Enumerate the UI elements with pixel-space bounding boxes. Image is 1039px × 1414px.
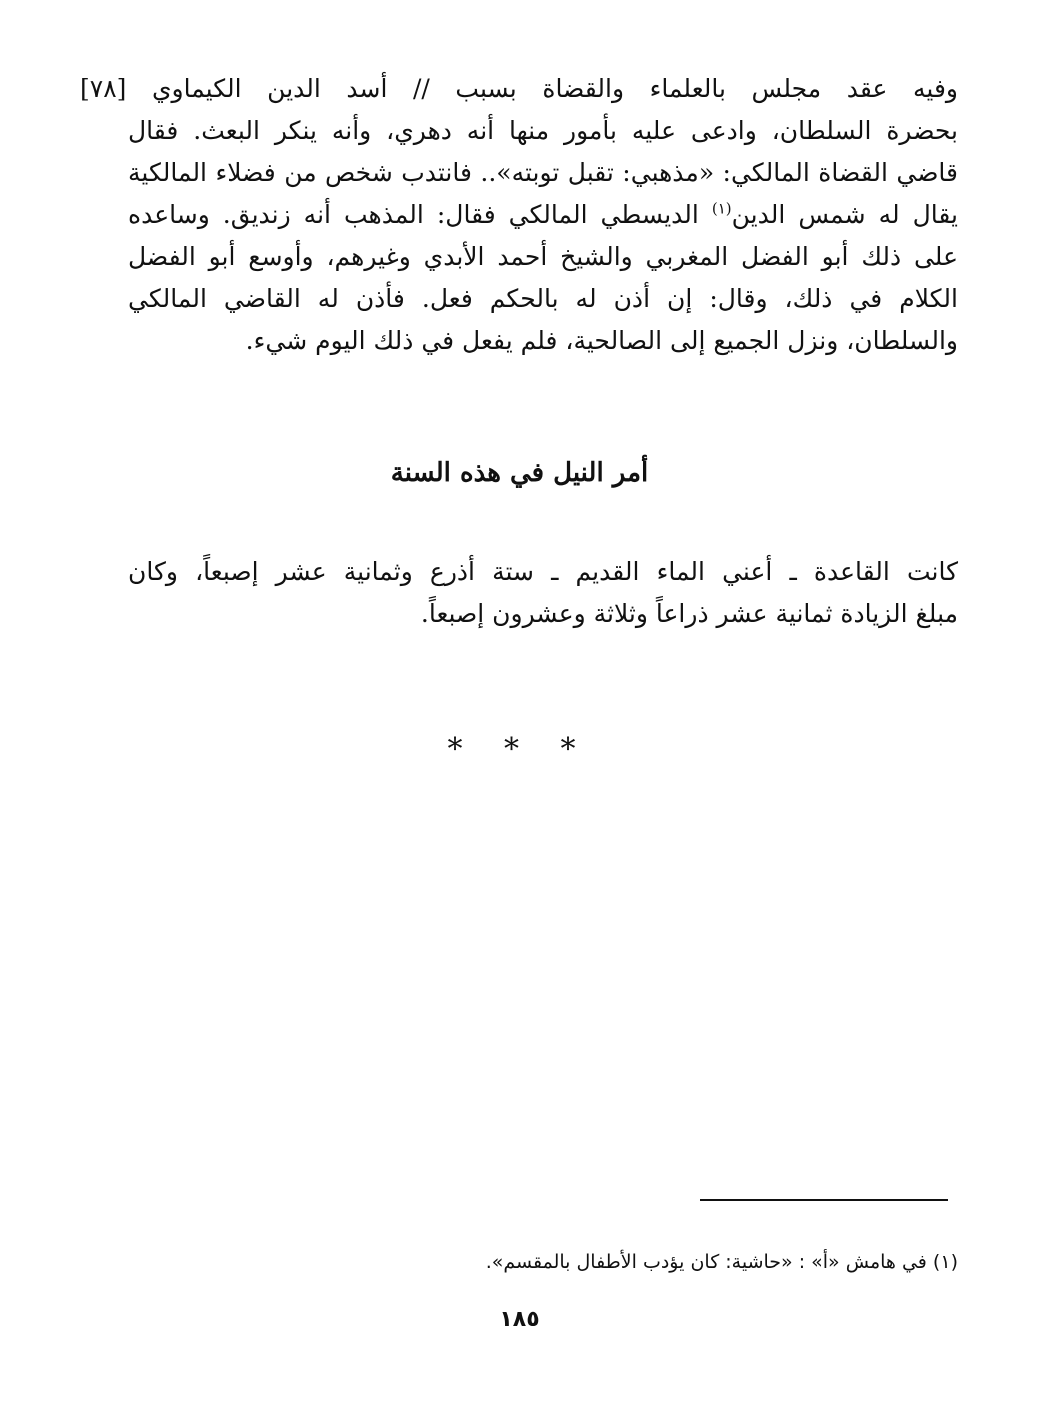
paragraph-1-line-4-part-b: الديسطي المالكي فقال: المذهب أنه زنديق. وساعده [128, 200, 712, 229]
footnote-text: (١) في هامش «أ» : «حاشية: كان يؤدب الأطفال بالمقسم». [485, 1251, 958, 1273]
page-number: ١٨٥ [499, 1307, 540, 1332]
paragraph-1-line-7: والسلطان، ونزل الجميع إلى الصالحية، فلم يفعل في ذلك اليوم شيء. [245, 326, 958, 355]
paragraph-1-line-4 [128, 199, 958, 231]
paragraph-1-line-1 [80, 73, 958, 105]
paragraph-1-line-1-text: وفيه عقد مجلس بالعلماء والقضاة بسبب // أسد الدين الكيماوي [151, 74, 958, 103]
paragraph-1-line-2: بحضرة السلطان، وادعى عليه بأمور منها أنه دهري، وأنه ينكر البعث. فقال [128, 116, 958, 145]
manuscript-folio-marker: [٧٨] [80, 74, 127, 103]
section-separator-stars: * * * [447, 732, 592, 767]
paragraph-2-line-1: كانت القاعدة ـ أعني الماء القديم ـ ستة أذرع وثمانية عشر إصبعاً، وكان [128, 557, 958, 586]
section-heading: أمر النيل في هذه السنة [390, 458, 649, 488]
footnote-divider [700, 1199, 948, 1201]
footnote-reference-mark: (١) [711, 199, 732, 218]
paragraph-1-line-3: قاضي القضاة المالكي: «مذهبي: تقبل توبته».. فانتدب شخص من فضلاء المالكية [128, 158, 958, 187]
paragraph-1-line-6: الكلام في ذلك، وقال: إن أذن له بالحكم فعل. فأذن له القاضي المالكي [128, 284, 958, 313]
paragraph-2-line-2: مبلغ الزيادة ثمانية عشر ذراعاً وثلاثة وعشرون إصبعاً. [420, 599, 958, 628]
paragraph-1-line-4-part-a: يقال له شمس الدين [731, 200, 958, 229]
paragraph-1-line-5: على ذلك أبو الفضل المغربي والشيخ أحمد الأبدي وغيرهم، وأوسع أبو الفضل [128, 242, 958, 271]
